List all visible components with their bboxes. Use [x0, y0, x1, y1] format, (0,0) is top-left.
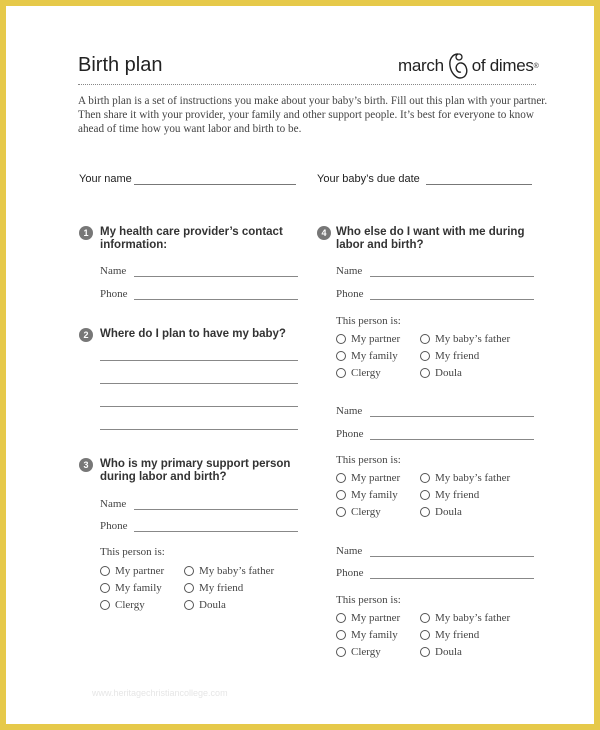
radio-circle[interactable]	[336, 334, 346, 344]
question-1-text: My health care provider’s contact information:	[100, 226, 283, 251]
option-label: Clergy	[351, 646, 381, 658]
q4b-phone-line[interactable]	[370, 439, 534, 440]
option-label: My partner	[351, 333, 401, 345]
radio-circle[interactable]	[420, 630, 430, 640]
q3-name-line[interactable]	[134, 509, 298, 510]
option-label: Clergy	[351, 506, 381, 518]
q4c-option-clergy[interactable]	[336, 646, 381, 658]
q4c-phone-line[interactable]	[370, 578, 534, 579]
option-label: My friend	[435, 350, 480, 362]
q4b-option-babys-father[interactable]	[420, 472, 510, 484]
q4b-this-person-label: This person is:	[336, 454, 401, 466]
option-label: My friend	[435, 489, 480, 501]
question-number-4: 4	[317, 226, 331, 240]
q4a-option-clergy[interactable]	[336, 367, 381, 379]
q4c-option-doula[interactable]	[420, 646, 462, 658]
q4b-option-partner[interactable]	[336, 472, 400, 484]
question-number-2: 2	[79, 328, 93, 342]
radio-circle[interactable]	[420, 613, 430, 623]
radio-circle[interactable]	[336, 630, 346, 640]
radio-circle[interactable]	[420, 334, 430, 344]
q4c-name-line[interactable]	[370, 556, 534, 557]
option-label: My partner	[351, 472, 401, 484]
radio-circle[interactable]	[420, 647, 430, 657]
q4a-name-line[interactable]	[370, 276, 534, 277]
mother-baby-icon	[446, 51, 470, 81]
q1-phone-label: Phone	[100, 288, 128, 300]
your-name-field[interactable]	[79, 173, 296, 185]
q3-option-doula[interactable]	[184, 599, 226, 611]
document-page	[8, 8, 592, 722]
q3-this-person-label: This person is:	[100, 546, 165, 558]
q4a-this-person-label: This person is:	[336, 315, 401, 327]
q4a-option-partner[interactable]	[336, 333, 400, 345]
option-label: My partner	[351, 612, 401, 624]
radio-circle[interactable]	[100, 600, 110, 610]
q4b-option-friend[interactable]	[420, 489, 479, 501]
option-label: My friend	[199, 582, 244, 594]
q4b-phone-label: Phone	[336, 428, 364, 440]
option-label: My baby’s father	[199, 565, 275, 577]
q4a-option-friend[interactable]	[420, 350, 479, 362]
question-4-text: Who else do I want with me during labor and birth?	[336, 226, 525, 251]
q4a-phone-label: Phone	[336, 288, 364, 300]
option-label: My baby’s father	[435, 472, 511, 484]
q4b-name-label: Name	[336, 405, 363, 417]
q2-answer-line[interactable]	[100, 406, 298, 407]
radio-circle[interactable]	[184, 600, 194, 610]
radio-circle[interactable]	[420, 507, 430, 517]
header-divider	[78, 84, 536, 85]
q4c-this-person-label: This person is:	[336, 594, 401, 606]
q2-answer-line[interactable]	[100, 360, 298, 361]
radio-circle[interactable]	[336, 368, 346, 378]
radio-circle[interactable]	[184, 583, 194, 593]
radio-circle[interactable]	[420, 351, 430, 361]
q4a-option-family[interactable]	[336, 350, 398, 362]
option-label: My partner	[115, 565, 165, 577]
radio-circle[interactable]	[336, 647, 346, 657]
q3-option-babys-father[interactable]	[184, 565, 274, 577]
watermark-text: www.heritagechristiancollege.com	[92, 688, 228, 698]
q1-phone-line[interactable]	[134, 299, 298, 300]
page-title: Birth plan	[78, 54, 163, 76]
radio-circle[interactable]	[336, 490, 346, 500]
q4b-option-clergy[interactable]	[336, 506, 381, 518]
option-label: Clergy	[115, 599, 145, 611]
q4c-phone-label: Phone	[336, 567, 364, 579]
option-label: My family	[115, 582, 162, 594]
q1-name-label: Name	[100, 265, 127, 277]
q4b-option-family[interactable]	[336, 489, 398, 501]
q4a-name-label: Name	[336, 265, 363, 277]
option-label: My family	[351, 629, 398, 641]
option-label: My baby’s father	[435, 612, 511, 624]
q4b-name-line[interactable]	[370, 416, 534, 417]
q3-phone-line[interactable]	[134, 531, 298, 532]
radio-circle[interactable]	[100, 583, 110, 593]
question-number-1: 1	[79, 226, 93, 240]
q3-name-label: Name	[100, 498, 127, 510]
option-label: Doula	[435, 506, 462, 518]
q1-name-line[interactable]	[134, 276, 298, 277]
due-date-line[interactable]	[426, 174, 532, 185]
logo-trademark: ®	[533, 62, 539, 70]
q4b-option-doula[interactable]	[420, 506, 462, 518]
due-date-label: Your baby’s due date	[317, 173, 420, 185]
q2-answer-line[interactable]	[100, 383, 298, 384]
option-label: My family	[351, 489, 398, 501]
radio-circle[interactable]	[420, 490, 430, 500]
q3-option-friend[interactable]	[184, 582, 243, 594]
due-date-field[interactable]	[317, 173, 532, 185]
q2-answer-line[interactable]	[100, 429, 298, 430]
option-label: Clergy	[351, 367, 381, 379]
option-label: Doula	[435, 646, 462, 658]
q4a-option-doula[interactable]	[420, 367, 462, 379]
option-label: My baby’s father	[435, 333, 511, 345]
logo-text-of-dimes: of dimes	[471, 56, 534, 75]
q4a-option-babys-father[interactable]	[420, 333, 510, 345]
q3-option-family[interactable]	[100, 582, 162, 594]
radio-circle[interactable]	[336, 507, 346, 517]
q3-option-clergy[interactable]	[100, 599, 145, 611]
q4c-option-partner[interactable]	[336, 612, 400, 624]
question-number-3: 3	[79, 458, 93, 472]
intro-paragraph: A birth plan is a set of instructions you make about your baby’s birth. Fill out this plan with your partner. Then share it with your provider, your family and other support people. It’s best for everyone to know ahead of time how you want labor and birth to be.	[78, 95, 548, 135]
radio-circle[interactable]	[420, 473, 430, 483]
q3-option-partner[interactable]	[100, 565, 164, 577]
march-of-dimes-logo	[398, 50, 538, 82]
option-label: My friend	[435, 629, 480, 641]
option-label: Doula	[435, 367, 462, 379]
radio-circle[interactable]	[336, 473, 346, 483]
q4c-option-friend[interactable]	[420, 629, 479, 641]
question-2-text: Where do I plan to have my baby?	[100, 328, 286, 340]
question-3-text: Who is my primary support person during labor and birth?	[100, 458, 291, 483]
q3-phone-label: Phone	[100, 520, 128, 532]
option-label: My family	[351, 350, 398, 362]
q4a-phone-line[interactable]	[370, 299, 534, 300]
your-name-label: Your name	[79, 173, 132, 185]
radio-circle[interactable]	[420, 368, 430, 378]
option-label: Doula	[199, 599, 226, 611]
radio-circle[interactable]	[184, 566, 194, 576]
radio-circle[interactable]	[100, 566, 110, 576]
radio-circle[interactable]	[336, 613, 346, 623]
q4c-option-family[interactable]	[336, 629, 398, 641]
q4c-name-label: Name	[336, 545, 363, 557]
radio-circle[interactable]	[336, 351, 346, 361]
your-name-line[interactable]	[134, 174, 296, 185]
q4c-option-babys-father[interactable]	[420, 612, 510, 624]
logo-text-march: march	[398, 56, 444, 75]
